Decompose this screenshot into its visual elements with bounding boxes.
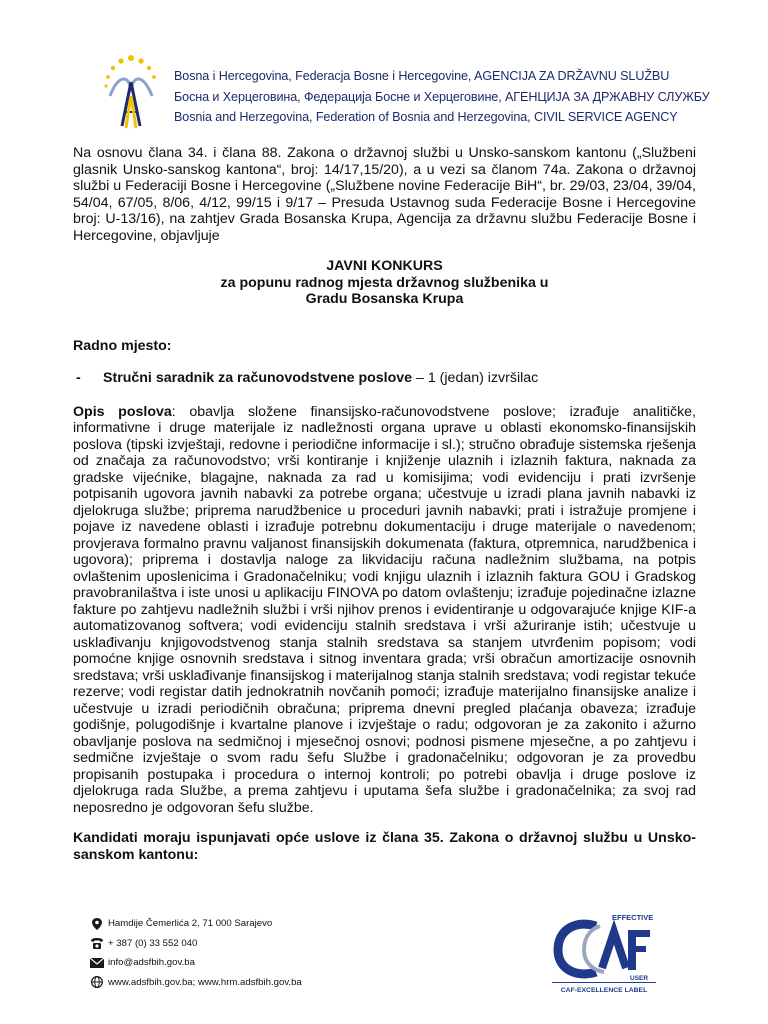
position-count: – 1 (jedan) izvršilac (412, 370, 539, 386)
intro-paragraph: Na osnovu člana 34. i člana 88. Zakona o državnoj službi u Unsko-sanskom kantonu („Službeni glasnik Unsko-sanskog kantona“, broj: 14/17,15/20), a u vezi sa članom 74a. Zakona o državnoj službi u Federaciji Bosne i Hercegovine („Službene novine Federacije BiH“, br. 29/03, 23/04, 39/04, 54/04, 67/05, 8/06, 4/12, 99/15 i 9/17 – Presuda Ustavnog suda Federacije Bosne i Hercegovine broj: U-13/16), na zahtjev Grada Bosanska Krupa, Agencija za državnu službu Federacije Bosne i Hercegovine, objavljuje (73, 145, 696, 244)
agency-header (100, 52, 720, 132)
agency-logo-icon (100, 52, 162, 130)
description-text: : obavlja složene finansijsko-računovodstvene poslove; izrađuje analitičke, informativne i druge materijale iz nadležnosti organa uprave u oblasti ekonomsko-finansijskih poslova (tipski izvještaji, redovne i periodične informacije i sl.); stručno obrađuje sistemska rješenja od značaja za računovodstvo; vrši kontiranje i knjiženje ulaznih i izlaznih faktura, naknada za gradske vijećnike, blagajne, naknada za rad u komisijima; vodi evidenciju i prati izvršenje potpisanih ugovora javnih nabavki za potrebe organa; učestvuje u izradi plana javnih nabavki iz djelokruga službe; priprema narudžbenice u proceduri javnih nabavki; prati i istražuje promjene i pojave iz navedene oblasti i izrađuje potrebnu dokumentaciju i druge materijale o navedenom; provjerava formalno pravnu valjanost finansijskih dokumenata (faktura, otpremnica, narudžbenica i ugovora); priprema i dostavlja naloge za likvidaciju računa nadležnim službama, na potpis ovlaštenim uposlenicima i Gradonačelniku; vodi knjigu ulaznih i izlaznih faktura GOU i Gradskog pravobranilaštva i iste unosi u aplikaciju FINOVA po datom ovlaštenju; izrađuje pojedinačne izlazne fakture po zahtjevu nadležnih službi i vrši njihov prenos i evidentiranje u odgovarajuće knjige KIF-a automatizovanog softvera; vodi evidenciju stalnih sredstava i vrši ažuriranje istih; učestvuje u usklađivanju knjigovodstvenog stanja stalnih sredstava sa stanjem utvrđenim popisom; vodi pomoćne knjige osnovnih sredstava i sitnog inventara grada; vrši obračun amortizacije osnovnih sredstava; vrši usklađivanje finansijskog i materijalnog stanja stalnih sredstava; vodi registar tekuće rezerve; vodi registar datih jednokratnih novčanih pomoći; izrađuje materijalno finansijske analize i učestvuje u izradi periodičnih obračuna; priprema dnevni pregled plaćanja obaveza; izrađuje godišnje, polugodišnje i kvartalne planove i izvještaje o radu; odgovoran je za zakonito i ažurno obavljanje poslova na sedmičnoj i mjesečnoj osnovi; podnosi pismene mjesečne, a po zahtjevu i sedmične izvještaje o svom radu šefu Službe i gradonačelniku; odgovoran je za provedbu propisanih postupaka i procedura o internoj kontroli; po potrebi obavlja i druge poslove iz djelokruga rada Službe, a prema zahtjevu i uputama šefa službe i gradonačelnika; za svoj rad neposredno je odgovoran šefu službe. (73, 403, 696, 816)
envelope-icon (90, 957, 104, 969)
contact-footer (90, 914, 390, 992)
section-label: Radno mjesto: (73, 337, 172, 354)
globe-icon (90, 976, 104, 988)
agency-line-english: Bosnia and Herzegovina, Federation of Bosnia and Herzegovina, CIVIL SERVICE AGENCY (174, 110, 678, 124)
footer-address: Hamdije Čemerlića 2, 71 000 Sarajevo (108, 918, 273, 930)
footer-address-row (90, 914, 390, 934)
title-line-3: Gradu Bosanska Krupa (305, 291, 464, 307)
footer-web[interactable]: www.adsfbih.gov.ba; www.hrm.adsfbih.gov.ba (108, 976, 302, 988)
footer-phone-row (90, 934, 390, 954)
list-dash: - (76, 370, 81, 386)
requirements-heading: Kandidati moraju ispunjavati opće uslove iz člana 35. Zakona o državnoj službu u Unsko-sanskom kantonu: (73, 830, 696, 864)
document-body (73, 145, 696, 878)
agency-line-bosnian: Bosna i Hercegovina, Federacja Bosne i Hercegovine, AGENCIJA ZA DRŽAVNU SLUŽBU (174, 69, 670, 83)
map-pin-icon (90, 918, 104, 930)
footer-phone: + 387 (0) 33 552 040 (108, 937, 198, 949)
phone-icon (90, 937, 104, 949)
agency-line-serbian: Босна и Херцеговина, Федерација Босне и Херцеговине, АГЕНЦИЈА ЗА ДРЖАВНУ СЛУЖБУ (174, 89, 710, 104)
caf-label-text: CAF-EXCELLENCE LABEL (560, 987, 648, 994)
footer-email-row (90, 953, 390, 973)
document-title (73, 258, 696, 308)
footer-web-row (90, 973, 390, 993)
position-item (73, 370, 696, 387)
title-line-1: JAVNI KONKURS (326, 258, 443, 274)
position-name: Stručni saradnik za računovodstvene poslove (103, 370, 413, 386)
title-line-2: za popunu radnog mjesta državnog službenika u (220, 274, 549, 291)
job-description (73, 404, 696, 817)
caf-effective-text: EFFECTIVE (612, 913, 654, 922)
description-label: Opis poslova (73, 403, 172, 420)
footer-email[interactable]: info@adsfbih.gov.ba (108, 957, 195, 969)
caf-excellence-logo (548, 910, 660, 994)
caf-user-text: USER (630, 975, 649, 982)
